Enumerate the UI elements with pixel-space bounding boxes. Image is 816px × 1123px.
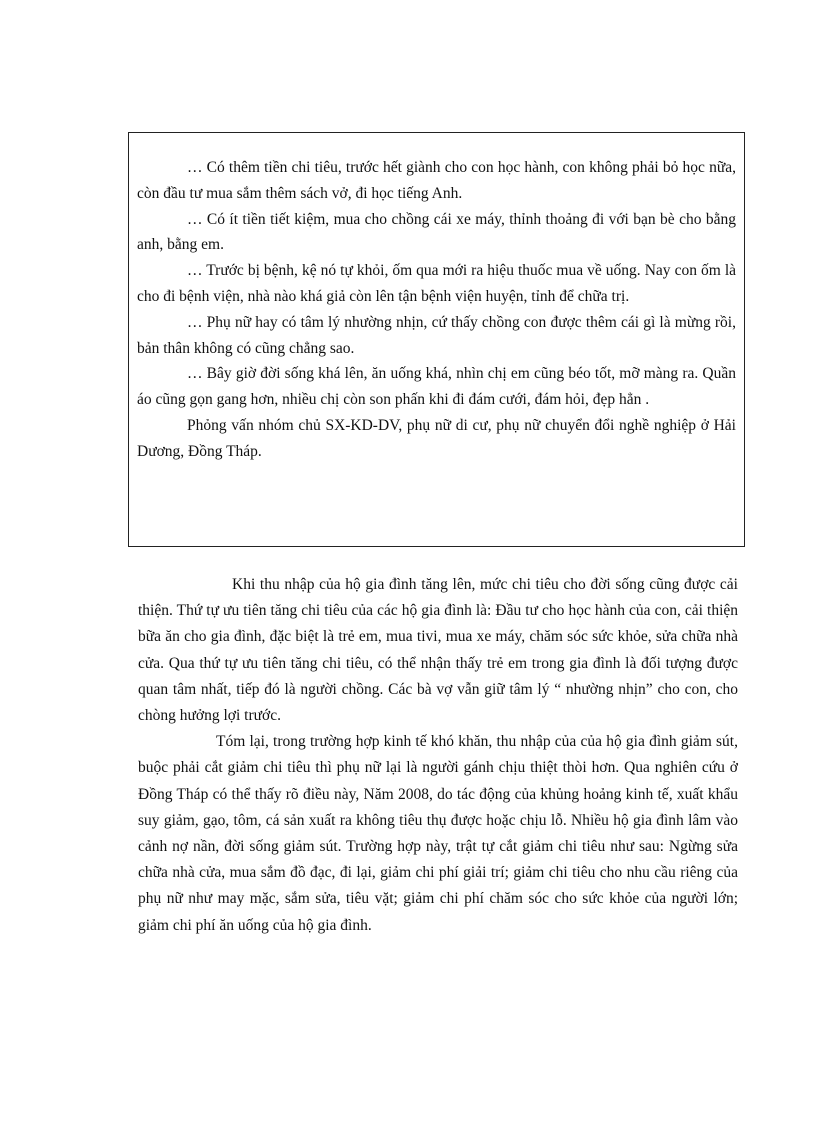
quote-paragraph: … Trước bị bệnh, kệ nó tự khỏi, ốm qua mới ra hiệu thuốc mua về uống. Nay con ốm là cho đi bệnh viện, nhà nào khá giả còn lên tận bệnh viện huyện, tỉnh để chữa trị. — [137, 262, 736, 305]
quote-paragraph: … Có ít tiền tiết kiệm, mua cho chồng cái xe máy, thỉnh thoảng đi với bạn bè cho bằng anh, bằng em. — [137, 210, 736, 254]
quote-paragraph: … Phụ nữ hay có tâm lý nhường nhịn, cứ thấy chồng con được thêm cái gì là mừng rồi, bản thân không có cũng chẳng sao. — [137, 313, 736, 357]
quote-source: Phỏng vấn nhóm chủ SX-KD-DV, phụ nữ di cư, phụ nữ chuyển đổi nghề nghiệp ở Hải Dương, Đồng Tháp. — [137, 416, 736, 460]
quote-paragraph: … Bây giờ đời sống khá lên, ăn uống khá, nhìn chị em cũng béo tốt, mỡ màng ra. Quần áo cũng gọn gang hơn, nhiều chị còn son phấn khi đi đám cưới, đám hỏi, đẹp hẳn . — [137, 365, 736, 409]
interview-quote-box — [128, 132, 745, 547]
body-paragraph: Khi thu nhập của hộ gia đình tăng lên, mức chi tiêu cho đời sống cũng được cải thiện. Thứ tự ưu tiên tăng chi tiêu của các hộ gia đình là: Đầu tư cho học hành của con, cải thiện bữa ăn cho gia đình, đặc biệt là trẻ em, mua tivi, mua xe máy, chăm sóc sức khỏe, sửa chữa nhà cửa. Qua thứ tự ưu tiên tăng chi tiêu, có thể nhận thấy trẻ em trong gia đình là đối tượng được quan tâm nhất, tiếp đó là người chồng. Các bà vợ vẫn giữ tâm lý “ nhường nhịn” cho con, cho chòng hưởng lợi trước. — [138, 576, 738, 725]
body-text — [138, 572, 738, 939]
body-paragraph: Tóm lại, trong trường hợp kinh tế khó khăn, thu nhập của của hộ gia đình giảm sút, buộc phải cắt giảm chi tiêu thì phụ nữ lại là người gánh chịu thiệt thòi hơn. Qua nghiên cứu ở Đồng Tháp có thể thấy rõ điều này, Năm 2008, do tác động của khủng hoảng kinh tế, xuất khẩu suy giảm, gạo, tôm, cá sản xuất ra không tiêu thụ được hoặc chịu lỗ. Nhiều hộ gia đình lâm vào cảnh nợ nần, đời sống giảm sút. Trường hợp này, trật tự cắt giảm chi tiêu như sau: Ngừng sửa chữa nhà cửa, mua sắm đồ đạc, đi lại, giảm chi phí giải trí; giảm chi tiêu cho nhu cầu riêng của phụ nữ như may mặc, sắm sửa, tiêu vặt; giảm chi phí chăm sóc cho sức khỏe của người lớn; giảm chi phí ăn uống của hộ gia đình. — [138, 733, 738, 934]
quote-paragraph: … Có thêm tiền chi tiêu, trước hết giành cho con học hành, con không phải bỏ học nữa, còn đầu tư mua sắm thêm sách vở, đi học tiếng Anh. — [137, 159, 736, 202]
